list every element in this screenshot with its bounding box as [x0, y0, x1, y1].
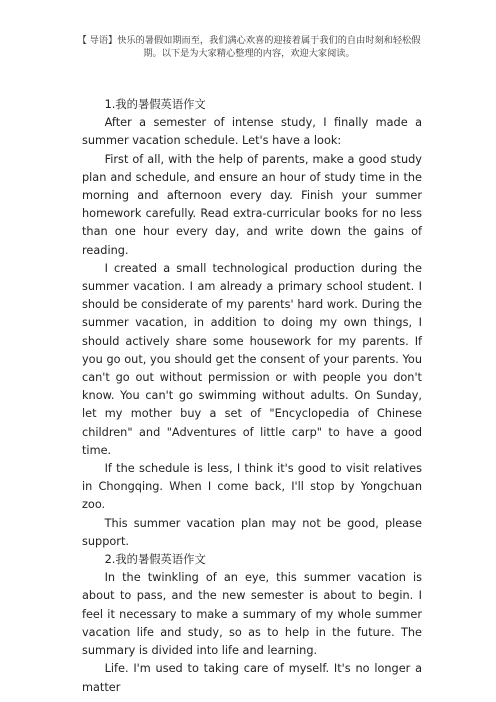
paragraph: First of all, with the help of parents, make a good study plan and schedule, and ensure an hour of study time in the morning and afternoon every day. Finish your summer homework carefully. Read extra-curricular books for no less than one hour every day, and write down the gains of reading.	[82, 152, 422, 257]
section-heading: 1.我的暑假英语作文	[104, 98, 206, 111]
paragraph: After a semester of intense study, I finally made a summer vacation schedule. Let's have a look:	[82, 116, 422, 148]
paragraph: If the schedule is less, I think it's good to visit relatives in Chongqing. When I come back, I'll stop by Yongchuan zoo.	[82, 462, 422, 512]
section-heading: 2.我的暑假英语作文	[104, 553, 206, 567]
paragraph: This summer vacation plan may not be good, please support.	[82, 516, 422, 548]
guide-text: 【 导语】快乐的暑假如期而至，我们满心欢喜的迎接着属于我们的自由时刻和轻松假期。以下是为大家精心整理的内容，欢迎大家阅读。	[77, 35, 421, 59]
paragraph: In the twinkling of an eye, this summer vacation is about to pass, and the new semester is about to begin. I feel it necessary to make a summary of my whole summer vacation life and study, so as to help in the future. The summary is divided into life and learning.	[82, 571, 422, 658]
paragraph: I created a small technological production during the summer vacation. I am already a primary school student. I should be considerate of my parents' hard work. During the summer vacation, in addition to doing my own things, I should actively share some housework for my parents. If you go out, you should get the consent of your parents. You can't go out without permission or with people you don't know. You can't go swimming without adults. On Sunday, let my mother buy a set of "Encyclopedia of Chinese children" and "Adventures of little carp" to have a good time.	[82, 261, 422, 457]
article-body	[82, 96, 422, 697]
paragraph: Life. I'm used to taking care of myself. It's no longer a matter	[82, 662, 422, 694]
